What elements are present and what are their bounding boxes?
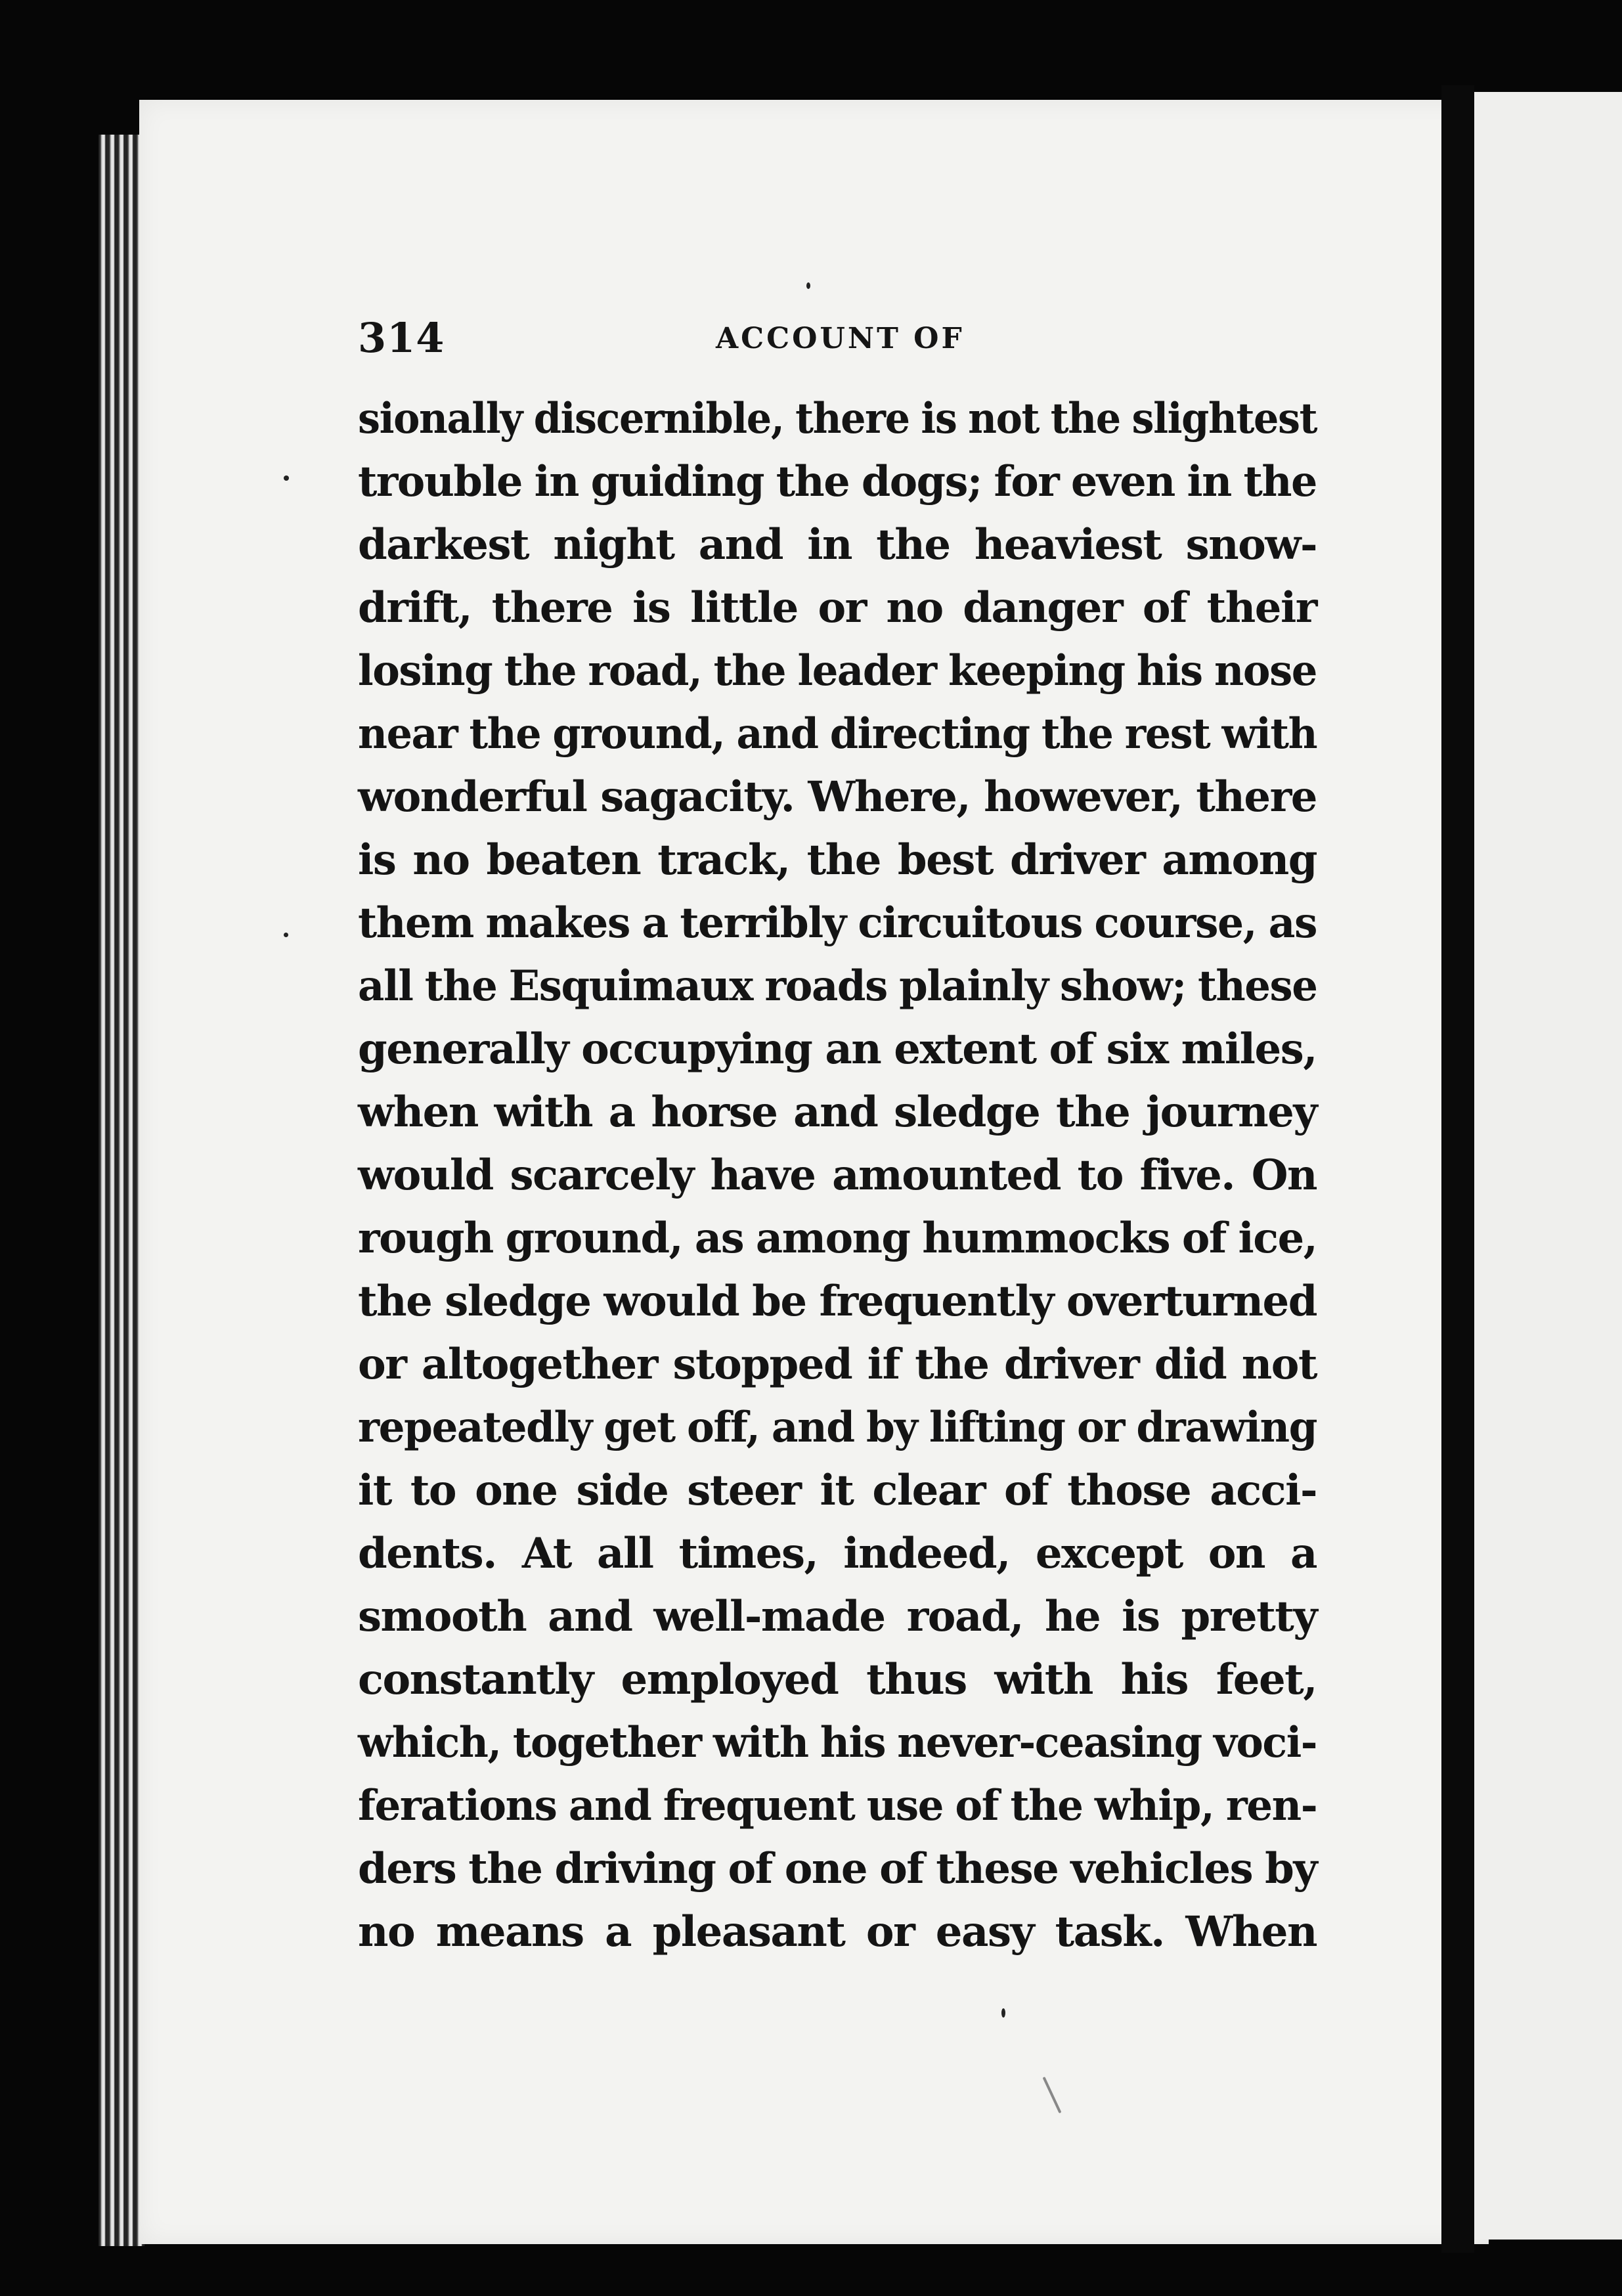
scan-speck xyxy=(284,475,289,481)
text-line: constantly employed thus with his feet, xyxy=(358,1655,1317,1704)
running-head: ACCOUNT OF xyxy=(716,322,965,355)
text-line: all the Esquimaux roads plainly show; these xyxy=(358,961,1317,1011)
text-line: generally occupying an extent of six miles, xyxy=(358,1025,1317,1074)
text-line: sionally discernible, there is not the slightest xyxy=(358,394,1317,443)
page-edges xyxy=(99,135,144,2246)
text-line: trouble in guiding the dogs; for even in the xyxy=(358,457,1317,506)
text-line: repeatedly get off, and by lifting or drawing xyxy=(358,1403,1317,1452)
text-line: rough ground, as among hummocks of ice, xyxy=(358,1214,1317,1263)
text-line: near the ground, and directing the rest with xyxy=(358,709,1317,759)
scan-speck xyxy=(284,933,288,937)
text-line: darkest night and in the heaviest snow- xyxy=(358,520,1317,569)
text-line: no means a pleasant or easy task. When xyxy=(358,1907,1317,1956)
facing-page-edge xyxy=(1474,92,1622,2240)
text-line: is no beaten track, the best driver among xyxy=(358,835,1317,885)
text-line: them makes a terribly circuitous course, as xyxy=(358,898,1317,948)
text-line: ders the driving of one of these vehicles by xyxy=(358,1844,1317,1893)
text-line: or altogether stopped if the driver did not xyxy=(358,1340,1317,1389)
text-line: the sledge would be frequently overturned xyxy=(358,1277,1317,1326)
text-line: dents. At all times, indeed, except on a xyxy=(358,1529,1317,1578)
text-line: it to one side steer it clear of those acci- xyxy=(358,1466,1317,1515)
body-text xyxy=(358,387,1317,1964)
scan-speck xyxy=(1001,2008,1005,2018)
text-line: wonderful sagacity. Where, however, there xyxy=(358,772,1317,822)
text-line: which, together with his never-ceasing voci- xyxy=(358,1718,1317,1767)
text-line: losing the road, the leader keeping his nose xyxy=(358,646,1317,695)
text-line: ferations and frequent use of the whip, ren- xyxy=(358,1781,1317,1830)
text-line: when with a horse and sledge the journey xyxy=(358,1088,1317,1137)
page-number: 314 xyxy=(358,314,445,362)
text-line: smooth and well-made road, he is pretty xyxy=(358,1592,1317,1641)
text-line: would scarcely have amounted to five. On xyxy=(358,1151,1317,1200)
text-line: drift, there is little or no danger of their xyxy=(358,583,1317,632)
book-gutter xyxy=(1441,85,1474,2253)
scan-speck xyxy=(806,282,810,289)
page-header xyxy=(358,314,1310,366)
